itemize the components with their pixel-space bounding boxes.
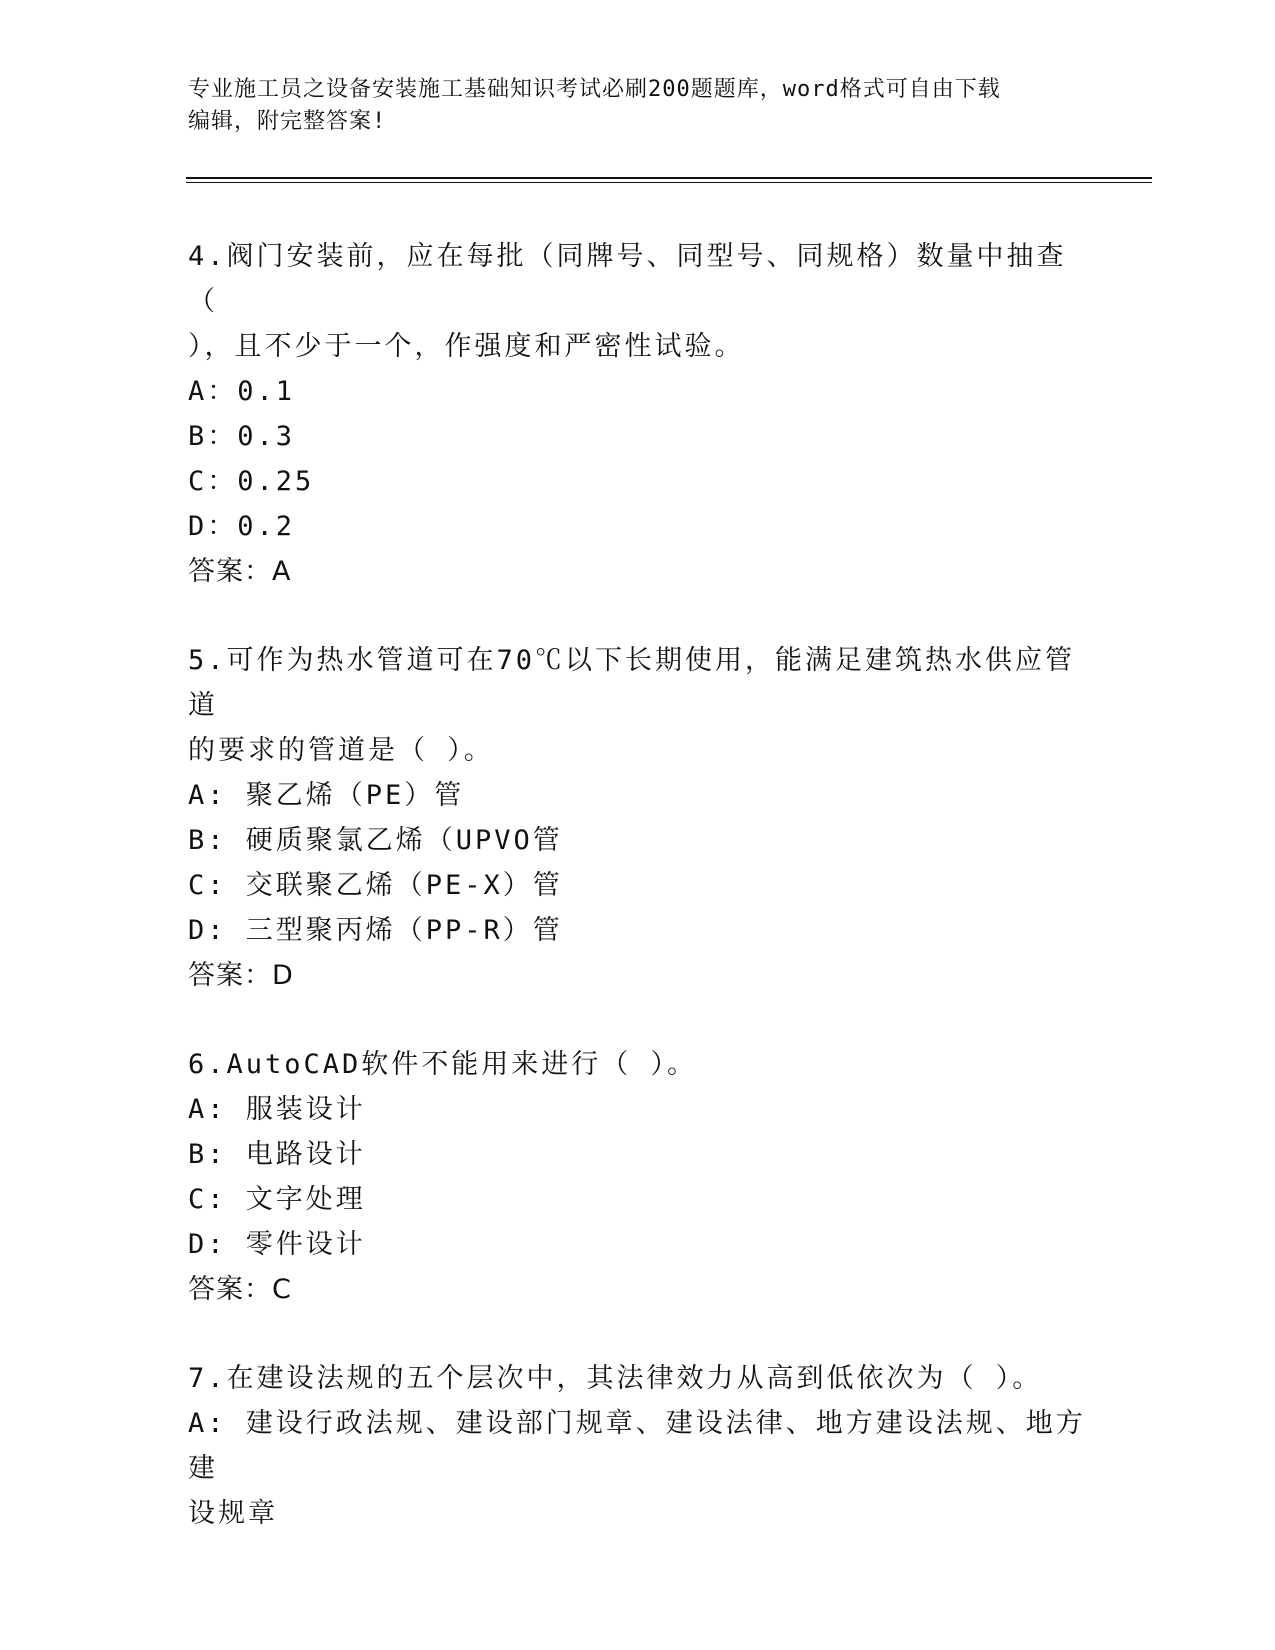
header-divider-thin [186,182,1152,183]
option-d: D：0.2 [188,511,296,542]
question-text: 4.阀门安装前，应在每批（同牌号、同型号、同规格）数量中抽查（ [188,241,1067,317]
option-b: B: 硬质聚氯乙烯（UPVO管 [188,825,563,856]
answer-line: 答案：D [188,960,294,991]
option-a: A: 建设行政法规、建设部门规章、建设法律、地方建设法规、地方建 [188,1408,1086,1484]
question-text: 7.在建设法规的五个层次中，其法律效力从高到低依次为（ ）。 [188,1363,1043,1394]
option-a: A: 服装设计 [188,1094,366,1125]
header-line-2: 编辑，附完整答案! [188,109,387,134]
question-list [188,234,1088,1580]
header-line-1: 专业施工员之设备安装施工基础知识考试必刷200题题库，word格式可自由下载 [188,77,1001,102]
option-a: A：0.1 [188,376,296,407]
question-text: 的要求的管道是（ ）。 [188,735,494,766]
question-4 [188,234,1088,594]
option-c: C: 文字处理 [188,1184,366,1215]
option-d: D: 三型聚丙烯（PP-R）管 [188,915,563,946]
answer-line: 答案：C [188,1274,292,1305]
option-d: D: 零件设计 [188,1229,366,1260]
question-5 [188,638,1088,998]
option-a: A: 聚乙烯（PE）管 [188,780,465,811]
document-header [188,74,1068,138]
option-a-continued: 设规章 [188,1498,278,1529]
option-c: C: 交联聚乙烯（PE-X）管 [188,870,563,901]
question-7 [188,1356,1088,1536]
option-b: B: 电路设计 [188,1139,366,1170]
question-text: 6.AutoCAD软件不能用来进行（ ）。 [188,1049,698,1080]
header-divider-thick [186,177,1152,179]
option-c: C：0.25 [188,466,315,497]
question-6 [188,1042,1088,1312]
answer-line: 答案：A [188,556,292,587]
question-text: ），且不少于一个，作强度和严密性试验。 [188,331,745,362]
question-text: 5.可作为热水管道可在70℃以下长期使用，能满足建筑热水供应管道 [188,645,1076,721]
option-b: B：0.3 [188,421,296,452]
